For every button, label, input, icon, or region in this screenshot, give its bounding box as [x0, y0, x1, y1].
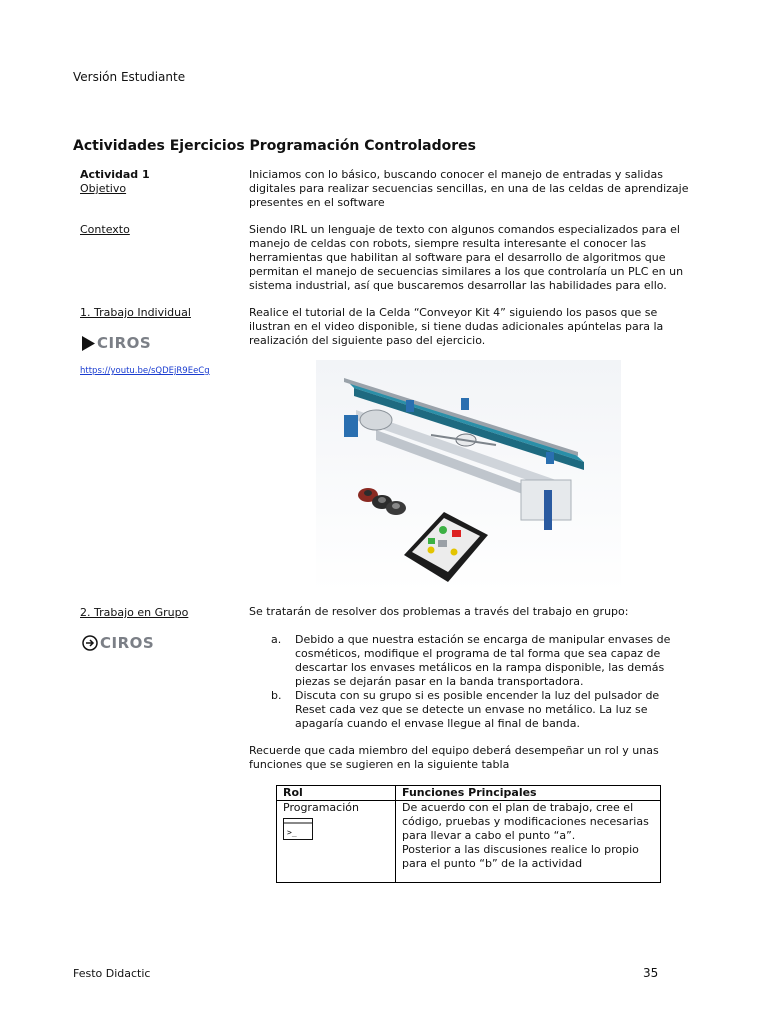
group-task-list — [249, 633, 689, 731]
group-outro: Recuerde que cada miembro del equipo deberá desempeñar un rol y unas funciones que se sugieren en la siguiente tabla — [249, 744, 659, 771]
play-icon — [82, 336, 95, 351]
video-link[interactable]: https://youtu.be/sQDEjR9EeCg — [80, 366, 210, 376]
table-cell-functions — [396, 801, 661, 883]
ciros-logo-group-text: CIROS — [100, 634, 155, 652]
list-marker: a. — [271, 633, 282, 646]
svg-text:>_: >_ — [287, 828, 297, 837]
context-label: Contexto — [80, 223, 130, 236]
page-header: Versión Estudiante — [73, 70, 186, 84]
objective-label: Objetivo — [80, 182, 127, 195]
terminal-icon — [283, 818, 313, 840]
list-item — [271, 633, 689, 689]
table-header-row — [277, 786, 661, 801]
ciros-logo-text: CIROS — [97, 334, 152, 352]
list-item-text: Discuta con su grupo si es posible encender la luz del pulsador de Reset cada vez que se detecte un envase no metálico. La luz se apagaría cuando el envase llegue al final de banda. — [295, 689, 660, 730]
individual-label: 1. Trabajo Individual — [80, 306, 191, 319]
ciros-logo — [82, 334, 151, 352]
individual-text: Realice el tutorial de la Celda “Conveyor Kit 4” siguiendo los pasos que se ilustran en el video disponible, si tiene dudas adicionales apúntelas para la realización del siguiente paso del ejercicio. — [249, 306, 664, 347]
conveyor-kit-image — [316, 360, 621, 592]
roles-table — [276, 785, 661, 883]
function-text: De acuerdo con el plan de trabajo, cree el código, pruebas y modificaciones necesarias para llevar a cabo el punto “a”. — [402, 801, 649, 842]
objective-text: Iniciamos con lo básico, buscando conocer el manejo de entradas y salidas digitales para realizar secuencias sencillas, en una de las celdas de aprendizaje presentes en el software — [249, 168, 689, 209]
list-item — [271, 689, 689, 731]
table-header: Funciones Principales — [396, 786, 661, 801]
footer-brand: Festo Didactic — [73, 967, 151, 980]
function-text: Posterior a las discusiones realice lo propio para el punto “b” de la actividad — [402, 843, 639, 870]
table-row — [277, 801, 661, 883]
context-text: Siendo IRL un lenguaje de texto con algunos comandos especializados para el manejo de celdas con robots, siempre resulta interesante el conocer las herramientas que habilitan al software para el desarrollo de algoritmos que permitan el manejo de secuencias similares a los que controlaría un PLC en un sistema industrial, así que buscaremos desarrollar las habilidades para ello. — [249, 223, 684, 292]
ciros-logo-group — [82, 634, 154, 652]
page-number: 35 — [643, 966, 659, 980]
arrow-circle-icon — [82, 635, 98, 651]
role-name: Programación — [283, 801, 359, 814]
group-intro: Se tratarán de resolver dos problemas a través del trabajo en grupo: — [249, 605, 629, 618]
list-item-text: Debido a que nuestra estación se encarga de manipular envases de cosméticos, modifique el programa de tal forma que sea capaz de descartar los envases metálicos en la rampa disponible, las demás piezas se dejarán pasar en la banda transportadora. — [295, 633, 671, 688]
table-header: Rol — [277, 786, 396, 801]
table-cell-role — [277, 801, 396, 883]
group-label: 2. Trabajo en Grupo — [80, 606, 189, 619]
page-title: Actividades Ejercicios Programación Controladores — [73, 138, 476, 154]
list-marker: b. — [271, 689, 282, 702]
activity-label: Actividad 1 — [80, 168, 150, 181]
